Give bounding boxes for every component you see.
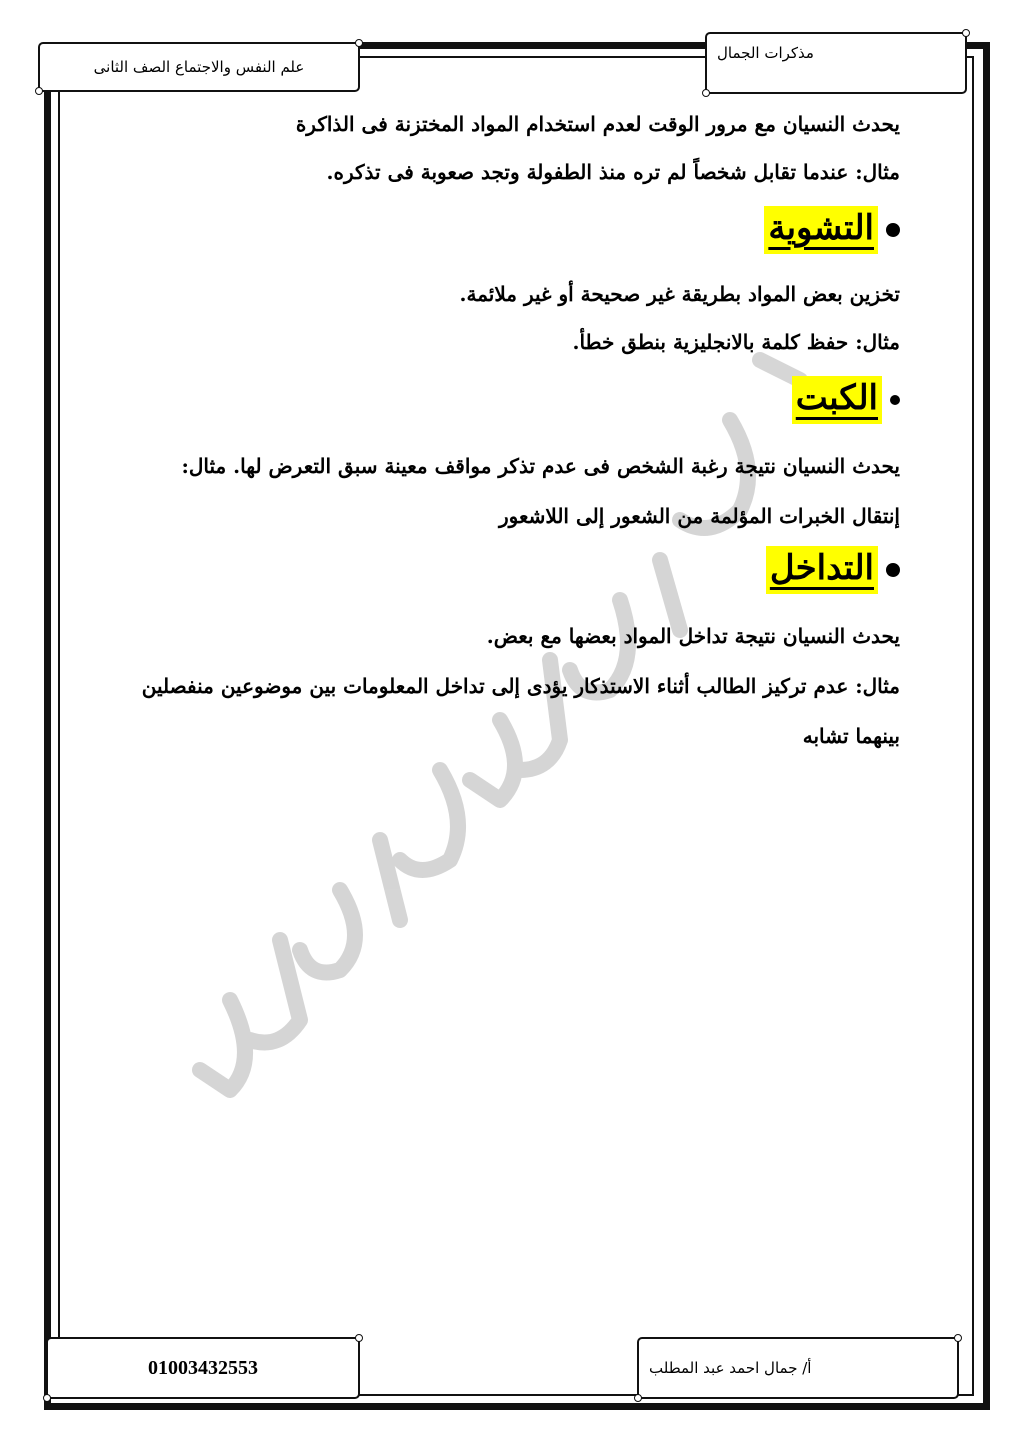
section-title: التداخل bbox=[766, 546, 878, 594]
intro-example: مثال: عندما تقابل شخصاً لم تره منذ الطفولة وتجد صعوبة فى تذكره. bbox=[326, 160, 900, 184]
section-line: يحدث النسيان نتيجة تداخل المواد بعضها مع بعض. bbox=[486, 624, 900, 648]
footer-author bbox=[637, 1337, 959, 1399]
footer-phone bbox=[46, 1337, 360, 1399]
header-series-title bbox=[705, 32, 967, 94]
intro-line-1: يحدث النسيان مع مرور الوقت لعدم استخدام المواد المختزنة فى الذاكرة bbox=[295, 112, 900, 136]
author-name: أ/ جمال احمد عبد المطلب bbox=[649, 1359, 812, 1377]
section-example: إنتقال الخبرات المؤلمة من الشعور إلى اللاشعور bbox=[499, 504, 900, 528]
section-heading-distortion bbox=[764, 206, 900, 254]
section-title: التشوية bbox=[764, 206, 878, 254]
section-example-cont: بينهما تشابه bbox=[802, 724, 900, 748]
section-heading-interference bbox=[766, 546, 900, 594]
section-example: مثال: عدم تركيز الطالب أثناء الاستذكار يؤدى إلى تداخل المعلومات بين موضوعين منفصلين bbox=[141, 674, 900, 698]
bullet-icon bbox=[886, 563, 900, 577]
bullet-icon bbox=[886, 223, 900, 237]
header-subject-title bbox=[38, 42, 360, 92]
section-line: يحدث النسيان نتيجة رغبة الشخص فى عدم تذكر مواقف معينة سبق التعرض لها. مثال: bbox=[181, 454, 900, 478]
bullet-icon bbox=[890, 395, 900, 405]
section-line: تخزين بعض المواد بطريقة غير صحيحة أو غير ملائمة. bbox=[459, 282, 900, 306]
subject-title-text: علم النفس والاجتماع الصف الثانى bbox=[93, 58, 305, 76]
phone-number: 01003432553 bbox=[148, 1356, 258, 1379]
section-example: مثال: حفظ كلمة بالانجليزية بنطق خطأ. bbox=[572, 330, 900, 354]
series-title-text: مذكرات الجمال bbox=[717, 44, 814, 62]
section-heading-repression bbox=[792, 376, 900, 424]
section-title: الكبت bbox=[792, 376, 882, 424]
